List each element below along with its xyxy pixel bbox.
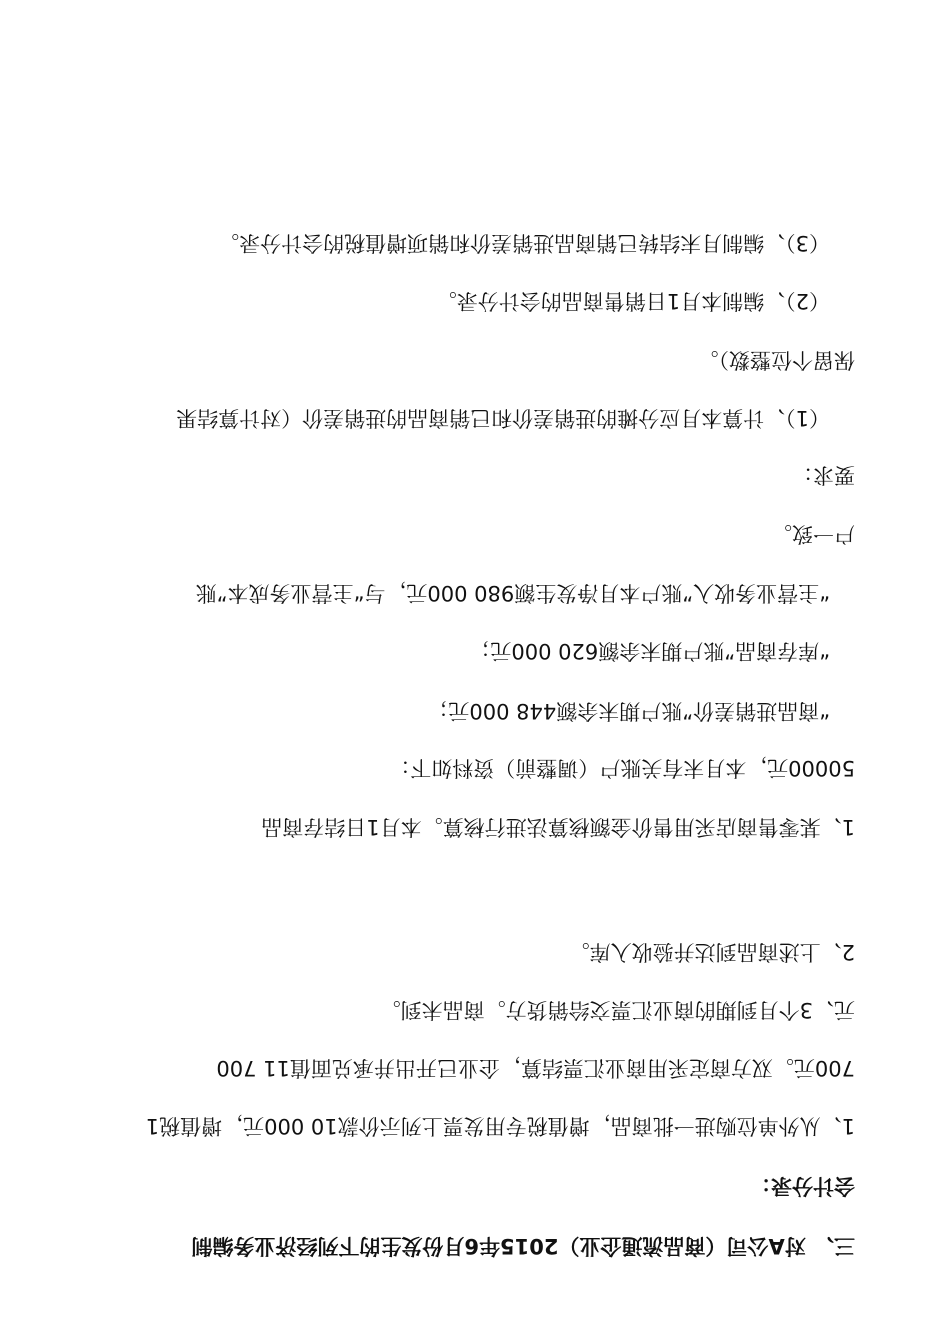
paragraph-line: 保留个位整数）。: [697, 348, 855, 372]
paragraph-line: 户一致。: [771, 522, 855, 546]
paragraph-line: “主营业务收入”账户本月净发生额980 000元，与“主营业务成本”账: [195, 581, 830, 605]
paragraph-line: “商品进销差价”账户期末余额448 000元；: [427, 699, 830, 723]
section-title: 三、 对A公司（商品流通企业）2015年6月份发生的下列经济业务编制: [191, 1234, 855, 1258]
paragraph-line: 1、某零售商店采用售价金额核算法进行核算。本月1日结存商品: [261, 815, 855, 839]
paragraph-line: 要求：: [792, 463, 855, 487]
paragraph-line: （1）、计算本月应分摊的进销差价和已销商品的进销差价（对计算结果: [176, 406, 830, 430]
paragraph-line: 1、从外单位购进一批商品，增值税专用发票上列示价款10 000元，增值税1: [145, 1114, 855, 1138]
paragraph-line: 元、3个月到期的商业汇票交给销货方。商品未到。: [379, 998, 855, 1022]
paragraph-line: 2、上述商品到达并验收入库。: [568, 940, 855, 964]
paragraph-line: 50000元，本月末有关账户（调整前）资料如下：: [389, 756, 855, 780]
paragraph-line: “库存商品”账户期末余额620 000元；: [469, 639, 830, 663]
paragraph-line: 700元。双方商定采用商业汇票结算，企业已开出并承兑面值11 700: [216, 1056, 855, 1080]
paragraph-line: （2）、编制本月1日销售商品的会计分录。: [435, 289, 830, 313]
paragraph-line: （3）、编制月末结转已销商品进销差价和销项增值税的会计分录。: [218, 231, 830, 255]
section-title-continuation: 会计分录：: [750, 1174, 855, 1198]
